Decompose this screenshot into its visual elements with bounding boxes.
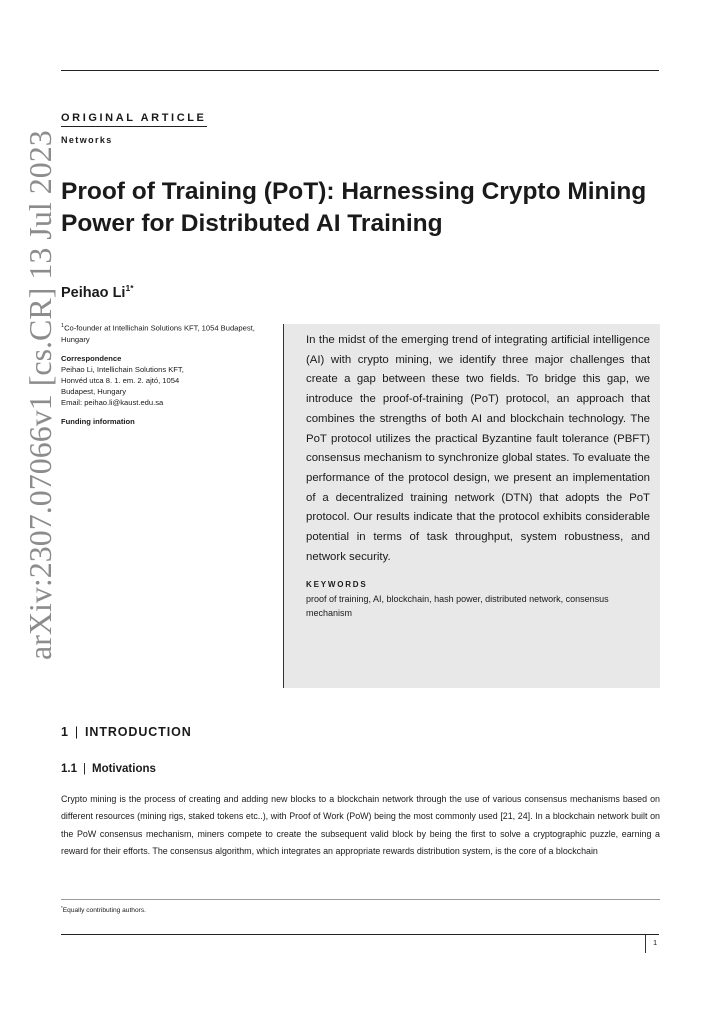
author-line (61, 283, 134, 301)
correspondence-line: Peihao Li, Intellichain Solutions KFT, (61, 364, 184, 374)
subsection-separator: | (83, 763, 86, 775)
correspondence (61, 353, 261, 408)
article-type-label: ORIGINAL ARTICLE (61, 112, 207, 127)
top-rule (61, 70, 659, 71)
section-title: INTRODUCTION (85, 725, 192, 739)
footnote-rule (61, 899, 660, 900)
author-name: Peihao Li (61, 284, 126, 301)
subsection-title: Motivations (92, 763, 156, 775)
subsection-heading-motivations (61, 763, 156, 775)
section-separator: | (74, 725, 80, 739)
section-tag: Networks (61, 135, 113, 145)
footnote-mark: * (61, 905, 63, 910)
keywords-heading: KEYWORDS (306, 580, 368, 590)
abstract-text: In the midst of the emerging trend of integrating artificial intelligence (AI) with crypto mining, we identify three major challenges that create a gap between these two fields. To bridge this gap, we introduce the proof-of-training (PoT) protocol, an approach that combines the strengths of both AI and blockchain technology. The PoT protocol utilizes the practical Byzantine fault tolerance (PBFT) consensus mechanism to synchronize global states. To evaluate the performance of the protocol design, we present an implementation of a decentralized training network (DTN) that adopts the PoT protocol. Our results indicate that the protocol exhibits considerable potential in terms of task throughput, system robustness, and network security. (306, 334, 650, 563)
correspondence-email[interactable]: Email: peihao.li@kaust.edu.sa (61, 397, 164, 407)
affiliation (61, 321, 261, 345)
author-affiliation-mark: 1* (125, 283, 134, 293)
section-heading-introduction (61, 725, 192, 739)
body-paragraph: Crypto mining is the process of creating and adding new blocks to a blockchain network through the use of various consensus mechanisms based on different resources (mining rigs, staked tokens etc..), with Proof of Work (PoW) being the most commonly used [21, 24]. In a blockchain network built on the PoW consensus mechanism, miners compete to create the subsequent valid block by being the first to solve a cryptographic puzzle, earning a reward for their efforts. The consensus algorithm, which integrates an appropriate rewards distribution system, is the core of a blockchain (61, 794, 660, 857)
affiliation-mark: 1 (61, 323, 65, 329)
footnote (61, 905, 146, 914)
correspondence-line: Honvéd utca 8. 1. em. 2. ajtó, 1054 (61, 375, 180, 385)
metadata-sidebar (61, 321, 261, 435)
page-number: 1 (645, 935, 657, 953)
correspondence-line: Budapest, Hungary (61, 386, 127, 396)
arxiv-watermark: arXiv:2307.07066v1 [cs.CR] 13 Jul 2023 (22, 130, 58, 660)
section-number: 1 (61, 725, 69, 739)
correspondence-heading: Correspondence (61, 353, 122, 363)
abstract-box (283, 324, 660, 688)
paper-title: Proof of Training (PoT): Harnessing Crypto Mining Power for Distributed AI Training (61, 178, 647, 237)
keywords-list: proof of training, AI, blockchain, hash power, distributed network, consensus mechanism (306, 594, 609, 619)
bottom-rule (61, 934, 659, 935)
funding-heading: Funding information (61, 416, 135, 426)
affiliation-text: Co-founder at Intellichain Solutions KFT, 1054 Budapest, Hungary (61, 323, 255, 344)
subsection-number: 1.1 (61, 763, 77, 775)
footnote-text: Equally contributing authors. (62, 907, 146, 915)
